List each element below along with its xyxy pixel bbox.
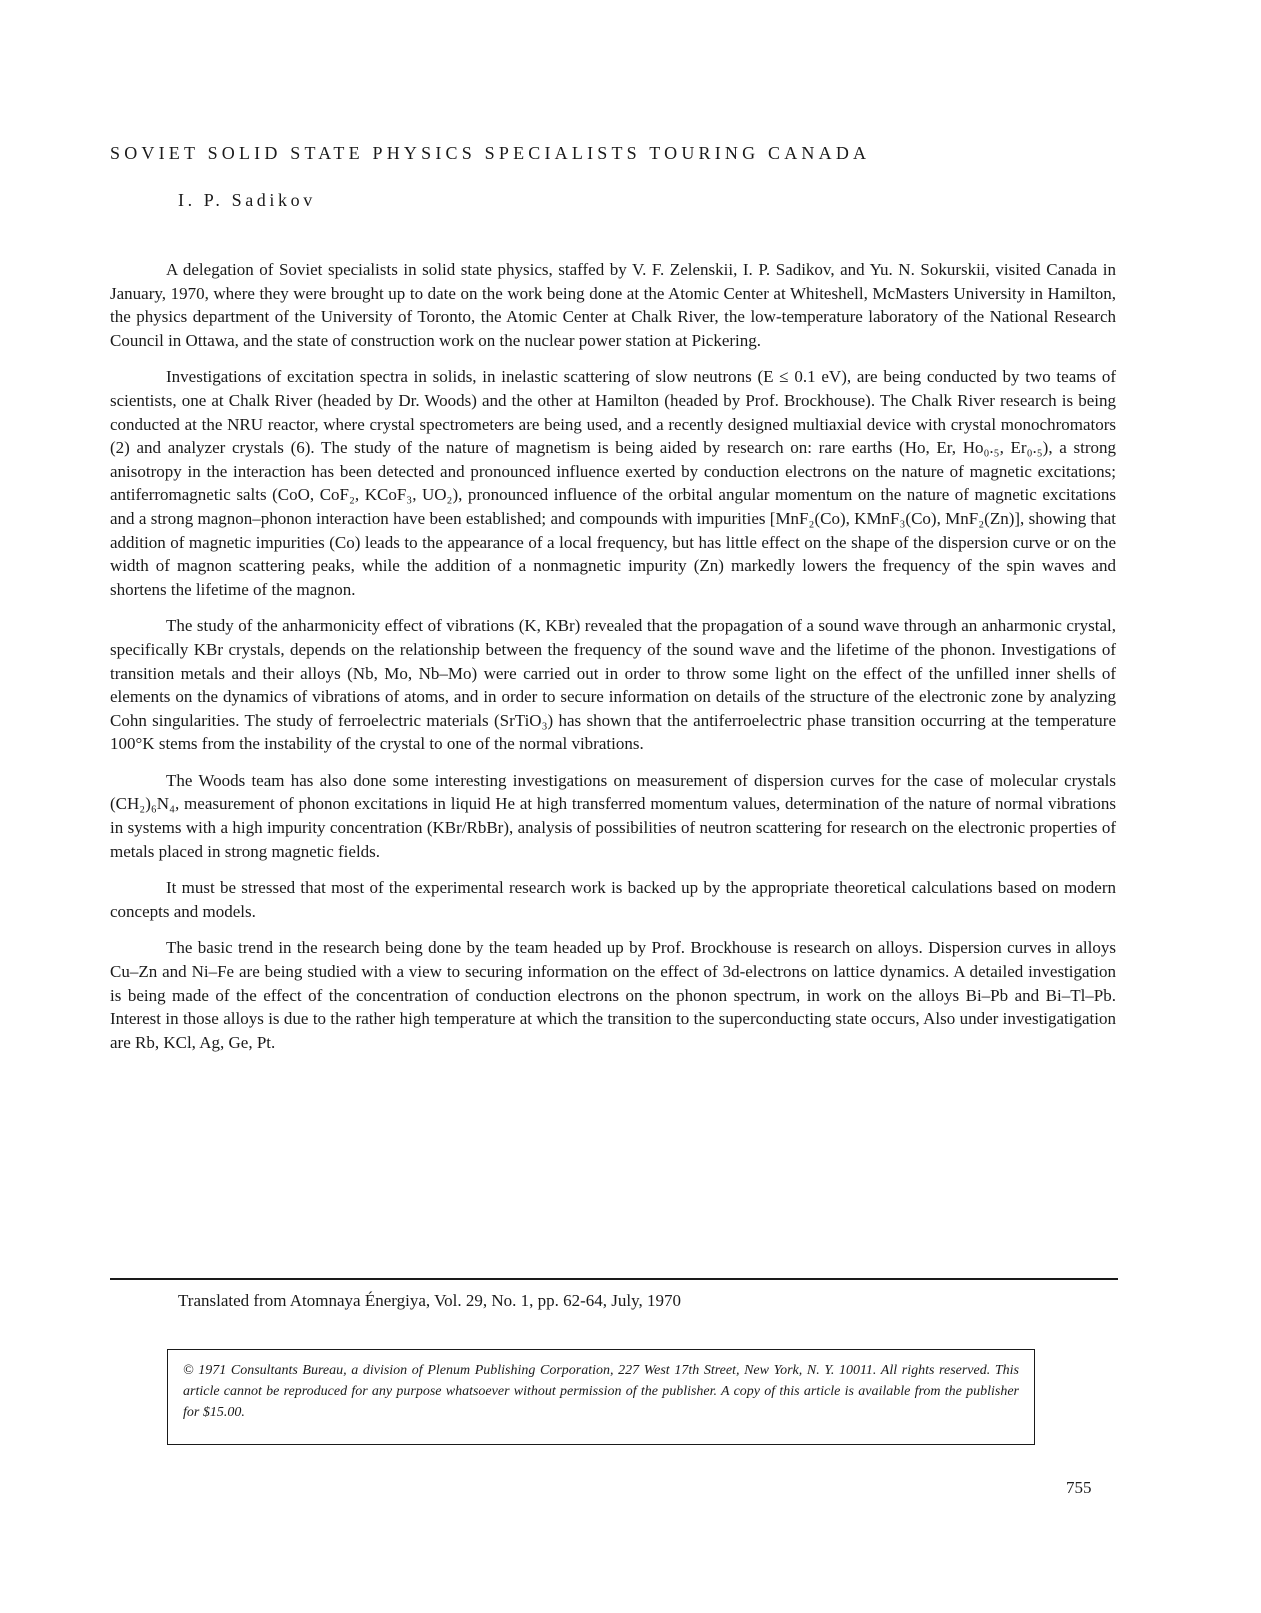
footer-divider [110, 1278, 1118, 1280]
paragraph: Investigations of excitation spectra in solids, in inelastic scattering of slow neutrons (E ≤ 0.1 eV), are being conducted by two teams of scientists, one at Chalk River (headed by Dr. Woods) and the other at Hamilton (headed by Prof. Brockhouse). The Chalk River research is being conducted at the NRU reactor, where crystal spectrometers are being used, and a recently designed multiaxial device with crystal monochromators (2) and analyzer crystals (6). The study of the nature of magnetism is being aided by research on: rare earths (Ho, Er, Ho₀.₅, Er₀.₅), a strong anisotropy in the interaction has been detected and pronounced influence exerted by conduction electrons on the nature of magnetic excitations; antiferromagnetic salts (CoO, CoF₂, KCoF₃, UO₂), pronounced influence of the orbital angular momentum on the nature of magnetic excitations and a strong magnon–phonon interaction have been established; and compounds with impurities [MnF₂(Co), KMnF₃(Co), MnF₂(Zn)], showing that addition of magnetic impurities (Co) leads to the appearance of a local frequency, but has little effect on the shape of the dispersion curve or on the width of magnon scattering peaks, while the addition of a nonmagnetic impurity (Zn) markedly lowers the frequency of the spin waves and shortens the lifetime of the magnon. [110, 367, 1116, 599]
translation-source: Translated from Atomnaya Énergiya, Vol. 29, No. 1, pp. 62-64, July, 1970 [178, 1291, 682, 1310]
page-number: 755 [1066, 1478, 1092, 1497]
copyright-notice-box [167, 1349, 1035, 1445]
paragraph: The Woods team has also done some interesting investigations on measurement of dispersion curves for the case of molecular crystals (CH₂)₆N₄, measurement of phonon excitations in liquid He at high transferred momentum values, determination of the nature of normal vibrations in systems with a high impurity concentration (KBr/RbBr), analysis of possibilities of neutron scattering for research on the electronic properties of metals placed in strong magnetic fields. [110, 770, 1116, 861]
paragraph: It must be stressed that most of the experimental research work is backed up by the appropriate theoretical calculations based on modern concepts and models. [110, 878, 1116, 921]
article-author: I. P. Sadikov [178, 190, 316, 210]
paragraph: The study of the anharmonicity effect of vibrations (K, KBr) revealed that the propagation of a sound wave through an anharmonic crystal, specifically KBr crystals, depends on the relationship between the frequency of the sound wave and the lifetime of the phonon. Investigations of transition metals and their alloys (Nb, Mo, Nb–Mo) were carried out in order to throw some light on the effect of the unfilled inner shells of elements on the dynamics of vibrations of atoms, and in order to secure information on details of the structure of the electronic zone by analyzing Cohn singularities. The study of ferroelectric materials (SrTiO₃) has shown that the antiferroelectric phase transition occurring at the temperature 100°K stems from the instability of the crystal to one of the normal vibrations. [110, 616, 1116, 754]
article-title: SOVIET SOLID STATE PHYSICS SPECIALISTS TOURING CANADA [110, 143, 871, 163]
article-body [110, 258, 1116, 1067]
paragraph: A delegation of Soviet specialists in solid state physics, staffed by V. F. Zelenskii, I. P. Sadikov, and Yu. N. Sokurskii, visited Canada in January, 1970, where they were brought up to date on the work being done at the Atomic Center at Whiteshell, McMasters University in Hamilton, the physics department of the University of Toronto, the Atomic Center at Chalk River, the low-temperature laboratory of the National Research Council in Ottawa, and the state of construction work on the nuclear power station at Pickering. [110, 260, 1116, 350]
paragraph: The basic trend in the research being done by the team headed up by Prof. Brockhouse is research on alloys. Dispersion curves in alloys Cu–Zn and Ni–Fe are being studied with a view to securing information on the effect of 3d-electrons on lattice dynamics. A detailed investigation is being made of the effect of the concentration of conduction electrons on the phonon spectrum, in work on the alloys Bi–Pb and Bi–Tl–Pb. Interest in those alloys is due to the rather high temperature at which the transition to the superconducting state occurs, Also under investigatigation are Rb, KCl, Ag, Ge, Pt. [110, 938, 1116, 1052]
copyright-notice: © 1971 Consultants Bureau, a division of Plenum Publishing Corporation, 227 West 17th Street, New York, N. Y. 10011. All rights reserved. This article cannot be reproduced for any purpose whatsoever without permission of the publisher. A copy of this article is available from the publisher for $15.00. [183, 1363, 1019, 1420]
